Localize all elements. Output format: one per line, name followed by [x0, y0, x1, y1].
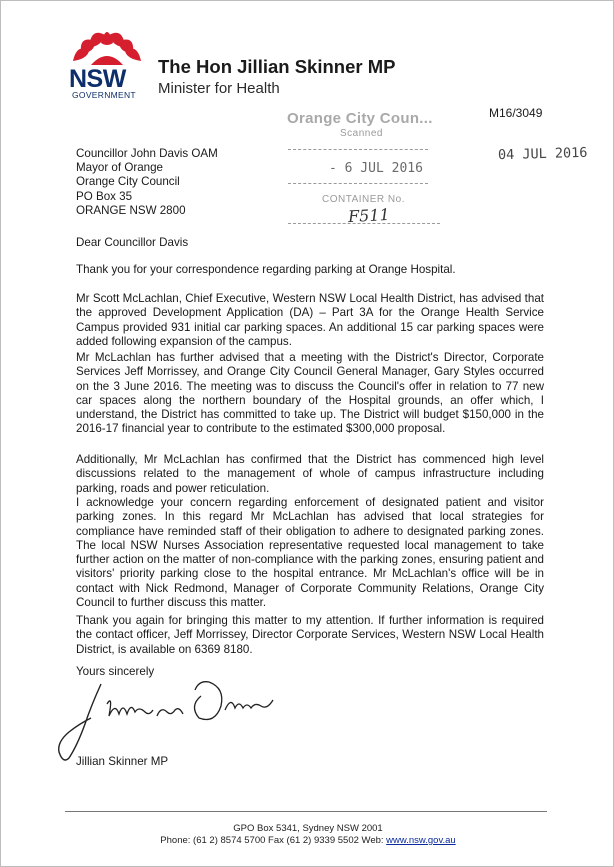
address-line: ORANGE NSW 2800: [76, 203, 186, 217]
received-stamp-organisation: Orange City Coun...: [287, 110, 433, 127]
footer-divider: [65, 811, 547, 812]
body-paragraph: Additionally, Mr McLachlan has confirmed that the District has commenced high level discussions related to the management of whole of campus infrastructure including parking, roads and power reticulation.: [76, 453, 544, 495]
waratah-flower-icon: [67, 21, 147, 67]
received-stamp-container-label: CONTAINER No.: [322, 194, 405, 205]
body-paragraph: Mr Scott McLachlan, Chief Executive, Western NSW Local Health District, has advised that the approved Development Application (DA) – Part 3A for the Orange Health Service Campus provided 931 initial car parking spaces. An additional 15 car parking spaces were added following expansion of the campus.: [76, 292, 544, 348]
body-paragraph: Mr McLachlan has further advised that a meeting with the District's Director, Corporate Services Jeff Morrissey, and Orange City Council General Manager, Gary Styles occurred on the 3 June 2016. The meeting was to discuss the Council's offer in relation to 77 new car spaces along the northern boundary of the Hospital grounds, an offer which, I understand, the District has committed to take up. The District will budget $150,000 in the 2016-17 financial year to contribute to the estimated $300,000 proposal.: [76, 351, 544, 436]
recipient-address: [76, 147, 218, 218]
reference-number: M16/3049: [489, 106, 543, 120]
footer-address: GPO Box 5341, Sydney NSW 2001: [233, 823, 383, 834]
salutation: Dear Councillor Davis: [76, 236, 189, 249]
received-stamp-container-number: F511: [347, 204, 391, 227]
address-line: Councillor John Davis OAM: [76, 147, 218, 160]
closing: Yours sincerely: [76, 665, 155, 678]
government-wordmark: GOVERNMENT: [72, 90, 136, 100]
nsw-wordmark: NSW: [69, 65, 126, 93]
minister-name: The Hon Jillian Skinner MP: [158, 56, 396, 77]
body-paragraph: I acknowledge your concern regarding enforcement of designated patient and visitor parking zones. In this regard Mr McLachlan has advised that local strategies for compliance have reminded staff of their obligation to adhere to designated parking zones. The local NSW Nurses Association representative requested local management to take further action on the matter of non-compliance with the parking zones, ensuring patient and visitors' priority parking close to the hospital entrance. Mr McLachlan's office will be in contact with Nick Redmond, Manager of Corporate Community Relations, Orange City Council to further discuss this matter.: [76, 496, 544, 610]
website-link[interactable]: www.nsw.gov.au: [386, 835, 456, 846]
footer-contact: [1, 835, 614, 846]
stamp-divider: [288, 149, 428, 150]
footer-contact-text: Phone: (61 2) 8574 5700 Fax (61 2) 9339 5502 Web:: [160, 835, 387, 846]
address-line: Mayor of Orange: [76, 161, 163, 175]
address-line: PO Box 35: [76, 189, 133, 203]
stamp-divider: [288, 183, 428, 184]
minister-title: Minister for Health: [158, 80, 280, 97]
signatory-name: Jillian Skinner MP: [76, 755, 169, 768]
date-stamp: 04 JUL 2016: [497, 144, 588, 164]
body-paragraph: Thank you for your correspondence regarding parking at Orange Hospital.: [76, 263, 456, 276]
address-line: Orange City Council: [76, 175, 180, 189]
body-paragraph: Thank you again for bringing this matter to my attention. If further information is required the contact officer, Jeff Morrissey, Director Corporate Services, Western NSW Local Health District, is available on 6369 8180.: [76, 614, 544, 656]
received-stamp-scanned: Scanned: [340, 128, 383, 139]
nsw-government-logo: [67, 21, 147, 67]
received-stamp-date: - 6 JUL 2016: [329, 161, 423, 176]
stamp-divider: [288, 223, 440, 224]
